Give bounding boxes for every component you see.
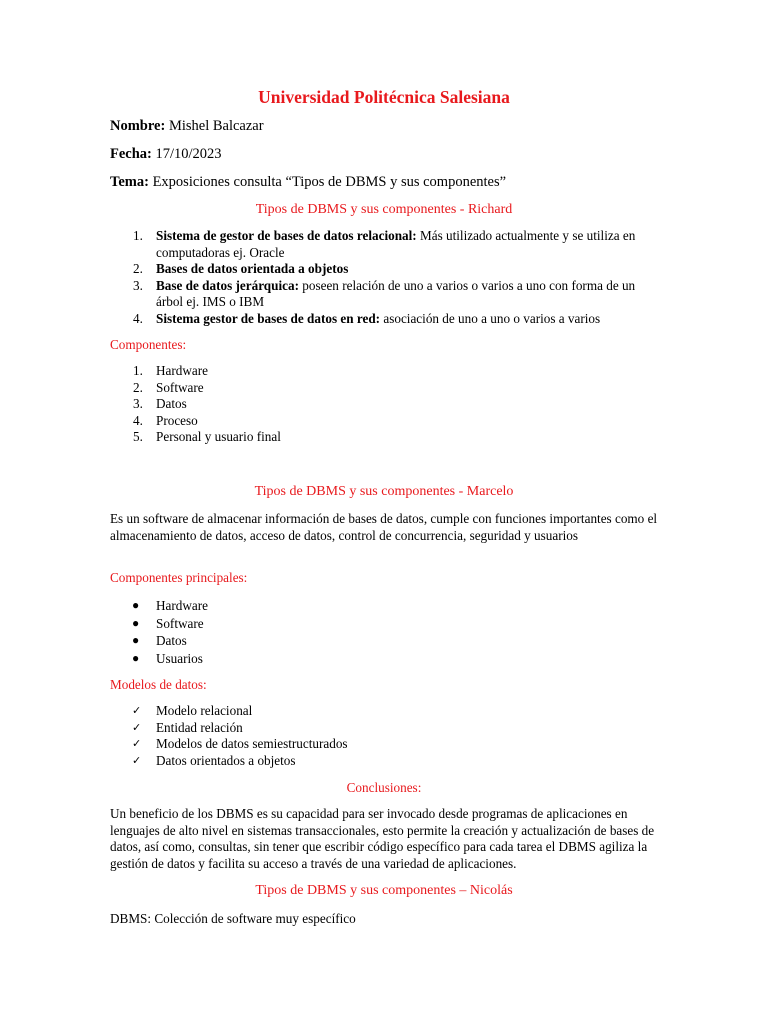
list-item [110, 720, 660, 737]
bullet-icon: ● [132, 615, 140, 630]
list-number: 2. [133, 379, 143, 395]
item-text: Software [156, 379, 204, 395]
list-number: 1. [133, 363, 143, 378]
list-item [110, 261, 660, 278]
item-text: Software [156, 615, 204, 631]
item-text: Datos [156, 396, 187, 411]
item-term: Base de datos jerárquica: [156, 277, 299, 293]
fecha-label: Fecha: [110, 146, 152, 162]
item-text: Datos orientados a objetos [156, 752, 296, 768]
bullet-icon: ● [132, 598, 140, 612]
list-number: 1. [133, 228, 143, 243]
item-text: Entidad relación [156, 719, 243, 735]
list-number: 4. [133, 310, 143, 326]
section-heading-marcelo: Tipos de DBMS y sus componentes - Marcelo [254, 484, 514, 499]
list-item [110, 632, 660, 650]
bullet-icon: ● [132, 633, 140, 647]
nombre-field [110, 117, 264, 135]
list-item [110, 228, 660, 261]
list-item [110, 736, 660, 753]
data-models-list [110, 703, 660, 769]
nicolas-definition: DBMS: Colección de software muy específico [110, 911, 356, 926]
list-item [110, 597, 660, 615]
list-item [110, 311, 660, 328]
list-number: 3. [133, 277, 143, 293]
section-heading-richard: Tipos de DBMS y sus componentes - Richard [255, 202, 513, 217]
item-text: Datos [156, 633, 187, 648]
fecha-value: 17/10/2023 [151, 146, 222, 162]
main-components-list [110, 597, 660, 667]
checkmark-icon: ✓ [132, 720, 142, 734]
list-number: 5. [133, 429, 143, 444]
list-item [110, 703, 660, 720]
tema-label: Tema: [110, 174, 149, 190]
list-item [110, 363, 660, 380]
item-text: Usuarios [156, 650, 203, 666]
tema-value: Exposiciones consulta “Tipos de DBMS y sus componentes” [148, 174, 507, 190]
item-text: Modelos de datos semiestructurados [156, 736, 348, 751]
bullet-icon: ● [132, 650, 140, 665]
components-label: Componentes: [110, 337, 187, 352]
item-text: poseen relación de uno a varios o varios a uno con forma de un árbol ej. IMS o IBM [156, 277, 636, 309]
item-text: Proceso [156, 412, 198, 428]
dbms-types-list [110, 228, 660, 327]
nombre-label: Nombre: [110, 118, 166, 134]
item-term: Sistema gestor de bases de datos en red: [156, 310, 381, 326]
main-components-label: Componentes principales: [110, 570, 248, 585]
data-models-label: Modelos de datos: [110, 677, 207, 692]
list-item [110, 396, 660, 413]
checkmark-icon: ✓ [132, 704, 142, 717]
list-item [110, 429, 660, 446]
item-term: Sistema de gestor de bases de datos relacional: [156, 228, 417, 243]
marcelo-intro-paragraph: Es un software de almacenar información de bases de datos, cumple con funciones importantes como el almacenamiento de datos, acceso de datos, control de concurrencia, seguridad y usuarios [110, 511, 658, 543]
item-text: asociación de uno a uno o varios a varios [380, 310, 601, 326]
checkmark-icon: ✓ [132, 737, 142, 750]
list-item [110, 650, 660, 668]
list-item [110, 753, 660, 770]
list-item [110, 615, 660, 633]
item-text: Modelo relacional [156, 703, 253, 718]
list-number: 4. [133, 412, 143, 428]
conclusions-paragraph: Un beneficio de los DBMS es su capacidad para ser invocado desde programas de aplicaciones en lenguajes de alto nivel en sistemas transaccionales, esto permite la creación y actualización de bases de datos, así como, consultas, sin tener que escribir código específico para cada tarea el DBMS agiliza la gestión de datos y facilita su acceso a través de una variedad de aplicaciones. [110, 806, 655, 871]
item-text: Más utilizado actualmente y se utiliza en computadoras ej. Oracle [156, 228, 636, 260]
section-heading-nicolas: Tipos de DBMS y sus componentes – Nicolás [255, 883, 513, 898]
list-item [110, 380, 660, 397]
list-item [110, 413, 660, 430]
checkmark-icon: ✓ [132, 753, 142, 767]
list-number: 2. [133, 261, 143, 276]
item-text: Hardware [156, 363, 208, 378]
item-term: Bases de datos orientada a objetos [156, 261, 349, 276]
list-item [110, 278, 660, 311]
nombre-value: Mishel Balcazar [165, 118, 264, 134]
list-number: 3. [133, 396, 143, 411]
item-text: Hardware [156, 598, 208, 613]
item-text: Personal y usuario final [156, 429, 281, 444]
tema-field [110, 173, 506, 191]
components-list [110, 363, 660, 446]
document-title: Universidad Politécnica Salesiana [258, 87, 510, 107]
conclusions-heading: Conclusiones: [346, 780, 422, 795]
fecha-field [110, 145, 222, 163]
